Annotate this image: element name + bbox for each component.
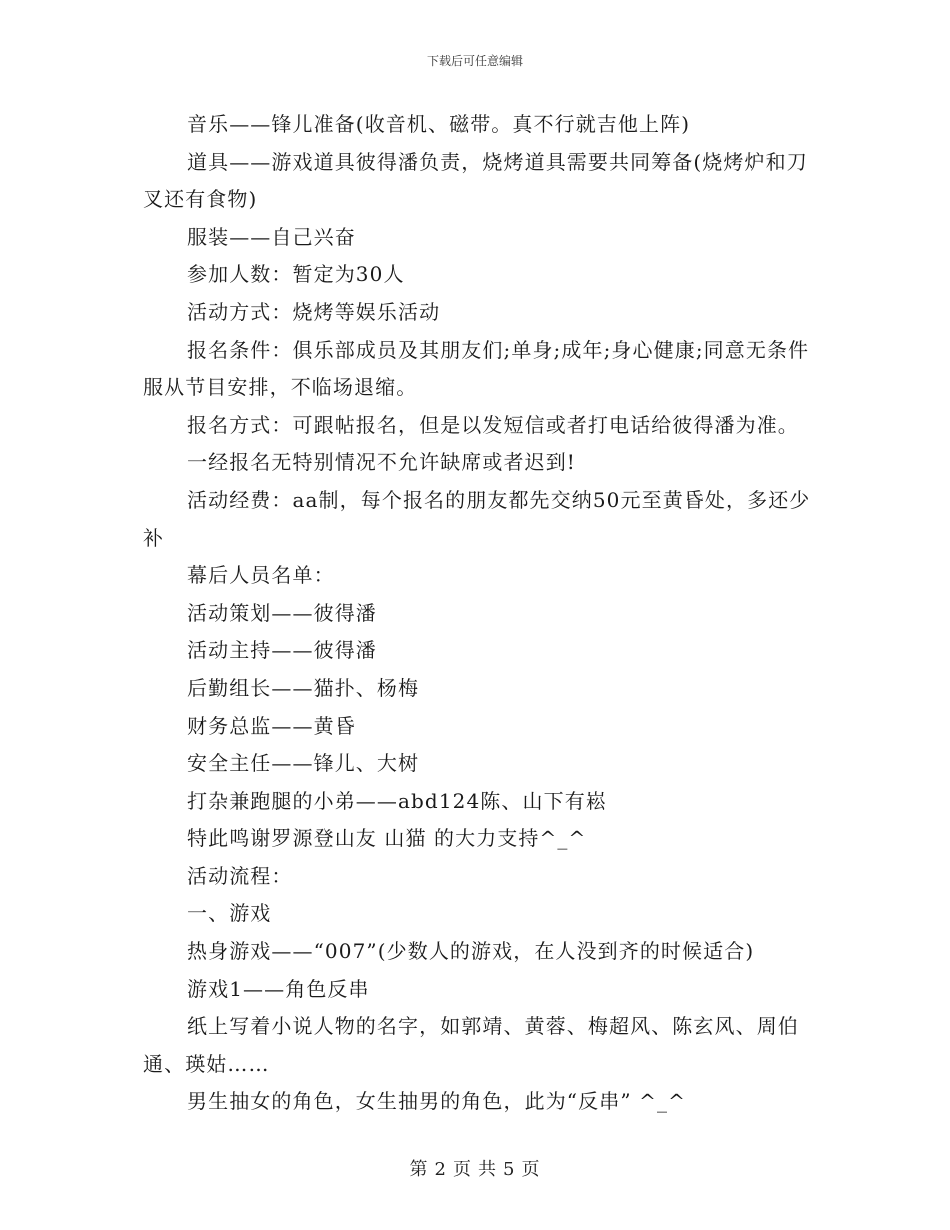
paragraph-acknowledgement: 特此鸣谢罗源登山友 山猫 的大力支持^_^	[187, 826, 587, 851]
paragraph-staff-logistics: 后勤组长——猫扑、杨梅	[187, 675, 420, 700]
paragraph-staff-finance: 财务总监——黄昏	[187, 713, 356, 738]
paragraph-registration-conditions: 报名条件：俱乐部成员及其朋友们;单身;成年;身心健康;同意无条件服从节目安排，不临场退缩。	[143, 337, 810, 400]
paragraph-registration-method: 报名方式：可跟帖报名，但是以发短信或者打电话给彼得潘为准。	[187, 412, 799, 437]
footer-suffix: 页	[521, 1159, 541, 1180]
paragraph-game-1: 游戏1——角色反串	[187, 976, 370, 1001]
paragraph-activity-fee: 活动经费：aa制，每个报名的朋友都先交纳50元至黄昏处，多还少补	[143, 487, 811, 550]
paragraph-props: 道具——游戏道具彼得潘负责，烧烤道具需要共同筹备(烧烤炉和刀叉还有食物)	[143, 149, 808, 212]
paragraph-costume: 服装——自己兴奋	[187, 224, 356, 249]
paragraph-game-1-rule: 男生抽女的角色，女生抽男的角色，此为“反串” ^_^	[187, 1089, 686, 1114]
paragraph-staff-safety: 安全主任——锋儿、大树	[187, 751, 420, 776]
footer-prefix: 第	[409, 1159, 429, 1180]
document-body	[143, 106, 811, 1121]
paragraph-staff-helpers: 打杂兼跑腿的小弟——abd124陈、山下有崧	[187, 788, 607, 813]
paragraph-game-1-description: 纸上写着小说人物的名字，如郭靖、黄蓉、梅超风、陈玄风、周伯通、瑛姑……	[143, 1014, 799, 1076]
paragraph-staff-host: 活动主持——彼得潘	[187, 638, 377, 663]
page-footer	[0, 1155, 950, 1181]
footer-page-word: 页	[453, 1159, 472, 1180]
footer-total-prefix: 共	[478, 1159, 497, 1180]
footer-total-pages: 5	[503, 1159, 516, 1180]
paragraph-staff-heading: 幕后人员名单：	[187, 563, 335, 588]
paragraph-process-heading: 活动流程：	[187, 863, 293, 888]
paragraph-participants: 参加人数：暂定为30人	[187, 262, 405, 287]
paragraph-music: 音乐——锋儿准备(收音机、磁带。真不行就吉他上阵)	[187, 112, 691, 136]
paragraph-warmup-game: 热身游戏——“007”(少数人的游戏，在人没到齐的时候适合)	[187, 939, 755, 964]
paragraph-attendance-rule: 一经报名无特别情况不允许缺席或者迟到!	[187, 450, 576, 475]
paragraph-staff-planner: 活动策划——彼得潘	[187, 600, 377, 625]
paragraph-activity-type: 活动方式：烧烤等娱乐活动	[187, 299, 441, 324]
paragraph-section-games: 一、游戏	[187, 901, 272, 926]
footer-current-page: 2	[434, 1159, 447, 1180]
page-header: 下载后可任意编辑	[426, 54, 523, 68]
